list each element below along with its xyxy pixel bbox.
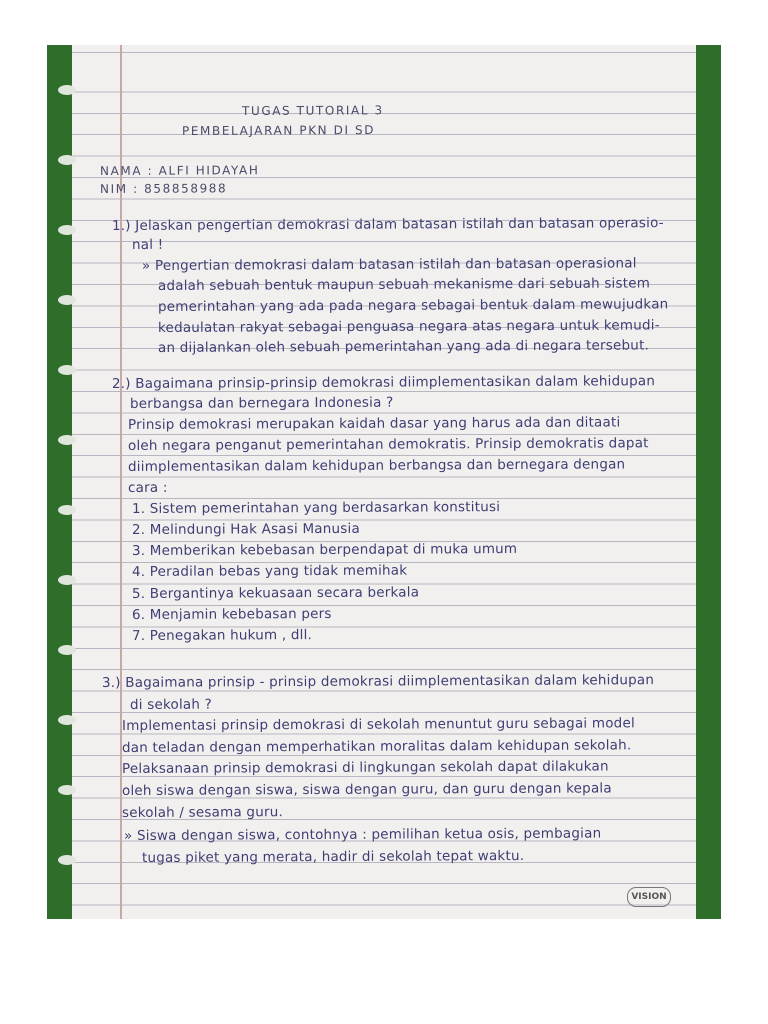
- student-nim: NIM : 858858988: [99, 181, 228, 196]
- q2-question-line: 2.) Bagaimana prinsip-prinsip demokrasi diimplementasikan dalam kehidupan: [111, 373, 656, 392]
- q1-answer-line: an dijalankan oleh sebuah pemerintahan yang ada di negara tersebut.: [157, 337, 650, 356]
- q3-answer-line: tugas piket yang merata, hadir di sekolah tepat waktu.: [141, 847, 525, 866]
- brand-logo: VISION: [627, 887, 671, 907]
- q2-intro-line: oleh negara penganut pemerintahan demokratis. Prinsip demokratis dapat: [127, 435, 649, 454]
- binding-hole: [58, 715, 76, 725]
- course-title: PEMBELAJARAN PKN DI SD: [181, 122, 376, 138]
- q2-intro-line: diimplementasikan dalam kehidupan berbangsa dan bernegara dengan: [127, 456, 626, 475]
- notebook-photo: [47, 45, 721, 919]
- q3-answer-line: dan teladan dengan memperhatikan moralitas dalam kehidupan sekolah.: [121, 737, 632, 756]
- q3-question-line: di sekolah ?: [129, 696, 213, 713]
- binding-hole: [58, 85, 76, 95]
- student-name: NAMA : ALFI HIDAYAH: [99, 163, 260, 178]
- q3-answer-line: Implementasi prinsip demokrasi di sekolah menuntut guru sebagai model: [121, 715, 635, 734]
- assignment-title: TUGAS TUTORIAL 3: [241, 103, 384, 118]
- binding-hole: [58, 435, 76, 445]
- q2-intro-line: Prinsip demokrasi merupakan kaidah dasar yang harus ada dan ditaati: [127, 414, 621, 433]
- notebook-page: [72, 45, 696, 919]
- q1-question-line: nal !: [131, 236, 164, 253]
- q1-question-line: 1.) Jelaskan pengertian demokrasi dalam batasan istilah dan batasan operasio-: [111, 215, 664, 234]
- binding-hole: [58, 855, 76, 865]
- q3-answer-line: sekolah / sesama guru.: [121, 804, 283, 821]
- q2-intro-line: cara :: [127, 479, 168, 496]
- binding-hole: [58, 645, 76, 655]
- q1-answer-line: adalah sebuah bentuk maupun sebuah mekanisme dari sebuah sistem: [157, 275, 651, 294]
- q2-list-item: 3. Memberikan kebebasan berpendapat di muka umum: [131, 540, 518, 559]
- binding-hole: [58, 295, 76, 305]
- q1-answer-line: kedaulatan rakyat sebagai penguasa negara atas negara untuk kemudi-: [157, 317, 660, 336]
- q2-list-item: 1. Sistem pemerintahan yang berdasarkan konstitusi: [131, 499, 501, 517]
- q3-answer-line: oleh siswa dengan siswa, siswa dengan guru, dan guru dengan kepala: [121, 780, 612, 799]
- binding-hole: [58, 365, 76, 375]
- binding-hole: [58, 505, 76, 515]
- q2-question-line: berbangsa dan bernegara Indonesia ?: [129, 394, 394, 412]
- q1-answer-line: pemerintahan yang ada pada negara sebagai bentuk dalam mewujudkan: [157, 296, 669, 315]
- q1-answer-line: » Pengertian demokrasi dalam batasan istilah dan batasan operasional: [141, 255, 637, 274]
- q2-list-item: 6. Menjamin kebebasan pers: [131, 605, 332, 623]
- q3-question-line: 3.) Bagaimana prinsip - prinsip demokrasi diimplementasikan dalam kehidupan: [101, 672, 655, 691]
- q2-list-item: 7. Penegakan hukum , dll.: [131, 627, 313, 644]
- q2-list-item: 4. Peradilan bebas yang tidak memihak: [131, 562, 408, 580]
- q2-list-item: 5. Bergantinya kekuasaan secara berkala: [131, 584, 420, 602]
- q3-answer-line: Pelaksanaan prinsip demokrasi di lingkungan sekolah dapat dilakukan: [121, 758, 609, 777]
- binding-hole: [58, 225, 76, 235]
- q3-answer-line: » Siswa dengan siswa, contohnya : pemilihan ketua osis, pembagian: [123, 825, 602, 844]
- binding-hole: [58, 155, 76, 165]
- binding-hole: [58, 785, 76, 795]
- q2-list-item: 2. Melindungi Hak Asasi Manusia: [131, 520, 360, 538]
- binding-hole: [58, 575, 76, 585]
